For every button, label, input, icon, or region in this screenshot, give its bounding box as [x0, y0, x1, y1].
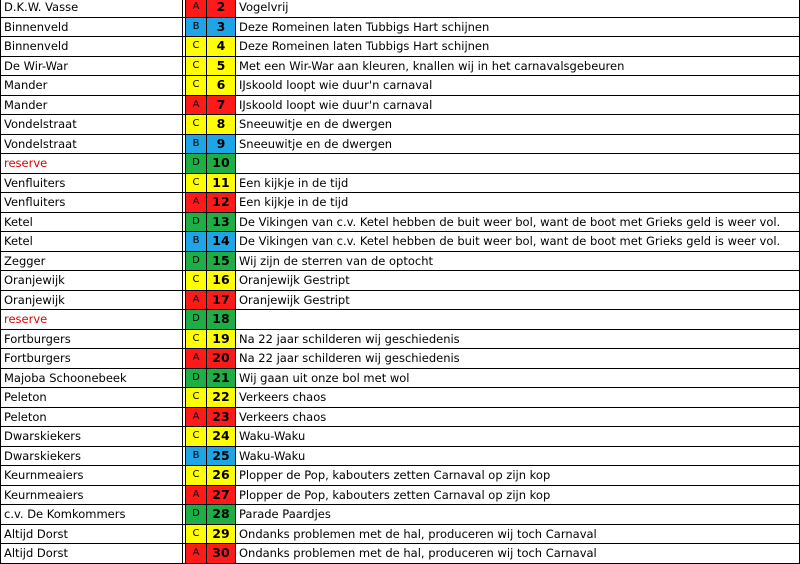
- table-row: [1, 56, 800, 76]
- group-name-cell: Majoba Schoonebeek: [1, 368, 183, 388]
- start-number-cell: 4: [207, 37, 236, 57]
- category-cell: B: [186, 17, 207, 37]
- group-name-cell: reserve: [1, 310, 183, 330]
- start-number-cell: 15: [207, 251, 236, 271]
- theme-description-cell: Parade Paardjes: [236, 505, 800, 525]
- theme-description-cell: Plopper de Pop, kabouters zetten Carnaval op zijn kop: [236, 485, 800, 505]
- category-cell: C: [186, 388, 207, 408]
- table-row: [1, 173, 800, 193]
- theme-description-cell: IJskoold loopt wie duur'n carnaval: [236, 76, 800, 96]
- theme-description-cell: Vogelvrij: [236, 0, 800, 17]
- table-row: [1, 95, 800, 115]
- table-row: [1, 134, 800, 154]
- theme-description-cell: Deze Romeinen laten Tubbigs Hart schijnen: [236, 37, 800, 57]
- table-row: [1, 212, 800, 232]
- start-number-cell: 12: [207, 193, 236, 213]
- start-number-cell: 3: [207, 17, 236, 37]
- start-number-cell: 10: [207, 154, 236, 174]
- table-row: [1, 329, 800, 349]
- category-cell: D: [186, 154, 207, 174]
- theme-description-cell: Oranjewijk Gestript: [236, 271, 800, 291]
- start-number-cell: 6: [207, 76, 236, 96]
- category-cell: C: [186, 76, 207, 96]
- start-number-cell: 9: [207, 134, 236, 154]
- table-row: [1, 427, 800, 447]
- theme-description-cell: Oranjewijk Gestript: [236, 290, 800, 310]
- table-row: [1, 524, 800, 544]
- category-cell: C: [186, 56, 207, 76]
- category-cell: C: [186, 466, 207, 486]
- table-row: [1, 193, 800, 213]
- theme-description-cell: Deze Romeinen laten Tubbigs Hart schijnen: [236, 17, 800, 37]
- theme-description-cell: De Vikingen van c.v. Ketel hebben de buit weer bol, want de boot met Grieks geld is weer vol.: [236, 212, 800, 232]
- table-row: [1, 446, 800, 466]
- table-row: [1, 0, 800, 17]
- category-cell: C: [186, 329, 207, 349]
- start-number-cell: 28: [207, 505, 236, 525]
- theme-description-cell: Ondanks problemen met de hal, produceren wij toch Carnaval: [236, 524, 800, 544]
- theme-description-cell: Een kijkje in de tijd: [236, 173, 800, 193]
- table-row: [1, 251, 800, 271]
- group-name-cell: Fortburgers: [1, 329, 183, 349]
- table-row: [1, 17, 800, 37]
- theme-description-cell: Verkeers chaos: [236, 407, 800, 427]
- category-cell: C: [186, 173, 207, 193]
- table-row: [1, 349, 800, 369]
- group-name-cell: Altijd Dorst: [1, 544, 183, 564]
- theme-description-cell: Plopper de Pop, kabouters zetten Carnaval op zijn kop: [236, 466, 800, 486]
- category-cell: A: [186, 290, 207, 310]
- category-cell: C: [186, 37, 207, 57]
- group-name-cell: Oranjewijk: [1, 290, 183, 310]
- category-cell: A: [186, 349, 207, 369]
- category-cell: B: [186, 134, 207, 154]
- theme-description-cell: Ondanks problemen met de hal, produceren wij toch Carnaval: [236, 544, 800, 564]
- table-row: [1, 232, 800, 252]
- theme-description-cell: Na 22 jaar schilderen wij geschiedenis: [236, 349, 800, 369]
- table-row: [1, 505, 800, 525]
- category-cell: A: [186, 485, 207, 505]
- start-number-cell: 17: [207, 290, 236, 310]
- start-number-cell: 2: [207, 0, 236, 17]
- start-number-cell: 19: [207, 329, 236, 349]
- group-name-cell: Ketel: [1, 212, 183, 232]
- group-name-cell: reserve: [1, 154, 183, 174]
- start-number-cell: 21: [207, 368, 236, 388]
- table-row: [1, 368, 800, 388]
- group-name-cell: Binnenveld: [1, 17, 183, 37]
- group-name-cell: Fortburgers: [1, 349, 183, 369]
- group-name-cell: D.K.W. Vasse: [1, 0, 183, 17]
- category-cell: A: [186, 407, 207, 427]
- start-number-cell: 29: [207, 524, 236, 544]
- table-row: [1, 271, 800, 291]
- start-number-cell: 13: [207, 212, 236, 232]
- start-number-cell: 5: [207, 56, 236, 76]
- category-cell: C: [186, 115, 207, 135]
- group-name-cell: Altijd Dorst: [1, 524, 183, 544]
- table-row: [1, 466, 800, 486]
- theme-description-cell: De Vikingen van c.v. Ketel hebben de buit weer bol, want de boot met Grieks geld is weer vol.: [236, 232, 800, 252]
- group-name-cell: Mander: [1, 76, 183, 96]
- category-cell: D: [186, 505, 207, 525]
- category-cell: D: [186, 251, 207, 271]
- group-name-cell: De Wir-War: [1, 56, 183, 76]
- theme-description-cell: [236, 310, 800, 330]
- table-row: [1, 310, 800, 330]
- theme-description-cell: Een kijkje in de tijd: [236, 193, 800, 213]
- category-cell: A: [186, 544, 207, 564]
- group-name-cell: Dwarskiekers: [1, 446, 183, 466]
- category-cell: D: [186, 368, 207, 388]
- theme-description-cell: Na 22 jaar schilderen wij geschiedenis: [236, 329, 800, 349]
- category-cell: C: [186, 524, 207, 544]
- category-cell: A: [186, 0, 207, 17]
- parade-rows: [1, 0, 800, 563]
- theme-description-cell: Verkeers chaos: [236, 388, 800, 408]
- start-number-cell: 23: [207, 407, 236, 427]
- start-number-cell: 7: [207, 95, 236, 115]
- table-row: [1, 407, 800, 427]
- table-row: [1, 388, 800, 408]
- table-row: [1, 290, 800, 310]
- theme-description-cell: IJskoold loopt wie duur'n carnaval: [236, 95, 800, 115]
- group-name-cell: Keurnmeaiers: [1, 466, 183, 486]
- theme-description-cell: Waku-Waku: [236, 446, 800, 466]
- category-cell: D: [186, 212, 207, 232]
- table-row: [1, 37, 800, 57]
- start-number-cell: 30: [207, 544, 236, 564]
- theme-description-cell: [236, 154, 800, 174]
- group-name-cell: Venfluiters: [1, 173, 183, 193]
- group-name-cell: Vondelstraat: [1, 134, 183, 154]
- table-row: [1, 76, 800, 96]
- category-cell: A: [186, 193, 207, 213]
- group-name-cell: Dwarskiekers: [1, 427, 183, 447]
- group-name-cell: c.v. De Komkommers: [1, 505, 183, 525]
- category-cell: C: [186, 427, 207, 447]
- group-name-cell: Mander: [1, 95, 183, 115]
- start-number-cell: 26: [207, 466, 236, 486]
- table-row: [1, 485, 800, 505]
- group-name-cell: Zegger: [1, 251, 183, 271]
- group-name-cell: Ketel: [1, 232, 183, 252]
- theme-description-cell: Met een Wir-War aan kleuren, knallen wij in het carnavalsgebeuren: [236, 56, 800, 76]
- category-cell: D: [186, 310, 207, 330]
- theme-description-cell: Waku-Waku: [236, 427, 800, 447]
- group-name-cell: Venfluiters: [1, 193, 183, 213]
- category-cell: B: [186, 446, 207, 466]
- theme-description-cell: Sneeuwitje en de dwergen: [236, 115, 800, 135]
- group-name-cell: Binnenveld: [1, 37, 183, 57]
- category-cell: C: [186, 271, 207, 291]
- start-number-cell: 20: [207, 349, 236, 369]
- group-name-cell: Keurnmeaiers: [1, 485, 183, 505]
- theme-description-cell: Sneeuwitje en de dwergen: [236, 134, 800, 154]
- theme-description-cell: Wij gaan uit onze bol met wol: [236, 368, 800, 388]
- start-number-cell: 25: [207, 446, 236, 466]
- start-number-cell: 8: [207, 115, 236, 135]
- group-name-cell: Vondelstraat: [1, 115, 183, 135]
- start-number-cell: 18: [207, 310, 236, 330]
- group-name-cell: Peleton: [1, 407, 183, 427]
- group-name-cell: Oranjewijk: [1, 271, 183, 291]
- theme-description-cell: Wij zijn de sterren van de optocht: [236, 251, 800, 271]
- category-cell: A: [186, 95, 207, 115]
- start-number-cell: 14: [207, 232, 236, 252]
- start-number-cell: 16: [207, 271, 236, 291]
- table-row: [1, 115, 800, 135]
- start-number-cell: 24: [207, 427, 236, 447]
- table-row: [1, 154, 800, 174]
- start-number-cell: 22: [207, 388, 236, 408]
- category-cell: B: [186, 232, 207, 252]
- start-number-cell: 11: [207, 173, 236, 193]
- table-row: [1, 544, 800, 564]
- start-number-cell: 27: [207, 485, 236, 505]
- group-name-cell: Peleton: [1, 388, 183, 408]
